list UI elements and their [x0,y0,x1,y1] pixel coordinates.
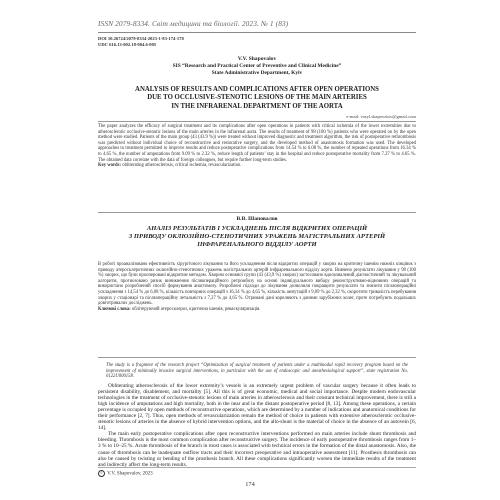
author-name-ua: В.В. Шаповалов [236,216,278,222]
abstract-ua-bottom-rule [98,357,416,358]
author-block [98,56,416,76]
author-email: e-mail: vasyl.shapovalov@gmail.com [346,114,416,119]
keywords-en-label: Key words: [98,163,122,169]
article-title-ua [98,225,416,250]
title-en-line: DUE TO OCCLUSIVE-STENOTIC LESIONS OF THE MAIN ARTERIES [147,94,367,102]
title-ua-line: З ПРИВОДУ ОКЛЮЗІЙНО-СТЕНОТИЧНИХ УРАЖЕНЬ МАГІСТРАЛЬНИХ АРТЕРІЙ [128,233,386,241]
keywords-ua-label: Ключові слова: [98,306,131,312]
keywords-ua: облітеруючий атеросклероз, критична ішемія, реваскуляризація. [131,306,261,312]
article-title-en [98,86,416,111]
abstract-en-text: The paper analyzes the efficacy of surgical treatment and its complications after open operations in patients with critical ischemia of the lower extremities due to atherosclerotic occlusive-stenotic lesions of the main arteries in the infrarenal aorta. The results of treatment of 98 (100 %) patients who were operated on by the open method were studied. Patients of the main group (43 (43.9 %)) were treated without improved diagnostic and treatment algorithm, the risk of postoperative rethrombosis was predicted without individual choice of reconstructive and restorative surgery, and the developed method of anastomosis formation was used. The developed approaches to treatment permitted to improve results and reduce postoperative complications from 14.54 % to 6.08 %, the number of repeated operations from 16.34 % to 4.65 %, the number of amputations from 9.09 % to 2.32 %, reduce length of patients’ stay in the hospital and reduce postoperative mortality from 7.27 % to 4.65 %. The obtained data correlate with the data of foreign colleagues, but require further long-term studies. [98,124,416,163]
abstract-ua-text: В роботі проаналізовано ефективність хірургічного лікування та його ускладнення після відкритих операцій у хворих на критичну ішемію нижніх кінцівок з приводу атеросклеротичних оклюзійно-стенотичних уражень магістральних артерій інфраренального відділу аорти. Вивчено результати лікування у 98 (100 %) хворих, що були прооперовані відкритим методом. Хворим основної групи (43 (43,9 %) хворих) застосовано вдосконалений діагностичний та лікувальний алгоритм, прогнозовано ризик виникнення післяопераційного ретромбозу на основі індивідуального вибору реконструктивно-відновних операцій та використано розроблений спосіб формування анастомозу. Розроблені підходи до лікування дозволили покращити результати та знизити післяопераційні ускладнення з 14,54 % до 6,08 %, кількість повторних операцій з 16,34 % до 4,65 %, кількість ампутацій з 9,09 % до 2,32 %, скоротити тривалість перебування хворих у стаціонарі та післяопераційну летальність з 7,27 % до 4,65 %. Отримані дані корелюють з даними зарубіжних колег, проте потребують подальших довготривалих досліджень. [98,262,416,307]
udc-line: UDC 616.13-002.18-004.6-005 [98,42,157,48]
author-affiliation-line-1: SIS “Research and Practical Center of Preventive and Clinical Medicine” [172,63,342,69]
header-divider [98,32,416,33]
doi-line: DOI 10.26724/2079-8334-2023-1-83-174-178 [98,36,184,41]
study-fragment-note: The study is a fragment of the research project “Optimization of surgical treatment of patients under a multimodal rapid recovery program based on the improvement of minimally invasive surgical interventions, in particular with the use of endoscopic and anesthesiological support”, state registration No. 0122U000158. [106,363,408,380]
page-number: 174 [245,481,255,488]
title-en-line: IN THE INFRARENAL DEPARTMENT OF THE AORTA [171,102,343,110]
title-en-line: ANALYSIS OF RESULTS AND COMPLICATIONS AFTER OPEN OPERATIONS [135,86,379,93]
copyright-text: V.V. Shapovalov, 2023 [107,471,153,477]
copyright-footer [98,470,153,477]
footer-divider [98,467,416,468]
author-name: V.V. Shapovalov [237,56,277,62]
abstract-bottom-rule [98,212,416,213]
abstract-top-rule [98,121,416,122]
copyright-icon: © [98,470,105,477]
article-body [98,383,416,468]
body-paragraph: The main early postoperative complications after open reconstructive interventions performed on main arteries include shunt thrombosis and bleeding. Thrombosis is the most common complication after reconstructive surgery. The incidence of early postoperative thrombosis ranges from 1–3 % to 10–25 %. Acute thrombosis of the branch in most cases is associated with technical errors in the formation of the distal anastomosis. Also, the cause of thrombosis can be inadequate outflow tracts and their incorrect preoperative and intraoperative assessment [11]. Prosthesis thrombosis can also be caused by twisting or bending of the prosthesis branch. All these complications significantly worsen the immediate results of the treatment and indirectly affect the long-term results. [98,431,416,468]
body-paragraph: Obliterating atherosclerosis of the lower extremity’s vessels is an extremely urgent problem of vascular surgery because it often leads to persistent disability, disablement, and mortality [5]. All this is of great economic, medical and social importance. Despite modern endovascular technologies in the treatment of occlusive-stenotic lesions of main arteries in atherosclerosis and their constant technical improvement, there is still a high incidence of amputations and high mortality, both in the near and in the distant postoperative period [8, 13]. Among these operations, a certain percentage is occupied by open methods of reconstructive operations, which are determined by a number of indications and anatomical conditions for their performance [2, 7]. Thus, open methods of revascularization remain the method of choice in patients with extensive atherosclerotic occlusive-stenotic lesions of arteries in the absence of hybrid intervention options, and the allo-shunt is the material of choice in the absence of an autovein [6, 14]. [98,383,416,432]
title-ua-line: ІНФРАРЕНАЛЬНОГО ВІДДІЛУ АОРТИ [197,241,317,249]
abstract-ua [98,262,416,312]
title-ua-line: АНАЛІЗ РЕЗУЛЬТАТІВ І УСКЛАДНЕНЬ ПІСЛЯ ВІДКРИТИХ ОПЕРАЦІЙ [146,225,368,232]
keywords-en: obliterating atherosclerosis, critical ischemia, revascularization. [122,163,242,169]
journal-header: ISSN 2079-8334. Світ медицини та біології. 2023. № 1 (83) [98,19,289,28]
abstract-en [98,124,416,169]
author-affiliation-line-2: State Administrative Department, Kyiv [211,69,303,76]
article-identifiers [98,36,184,48]
